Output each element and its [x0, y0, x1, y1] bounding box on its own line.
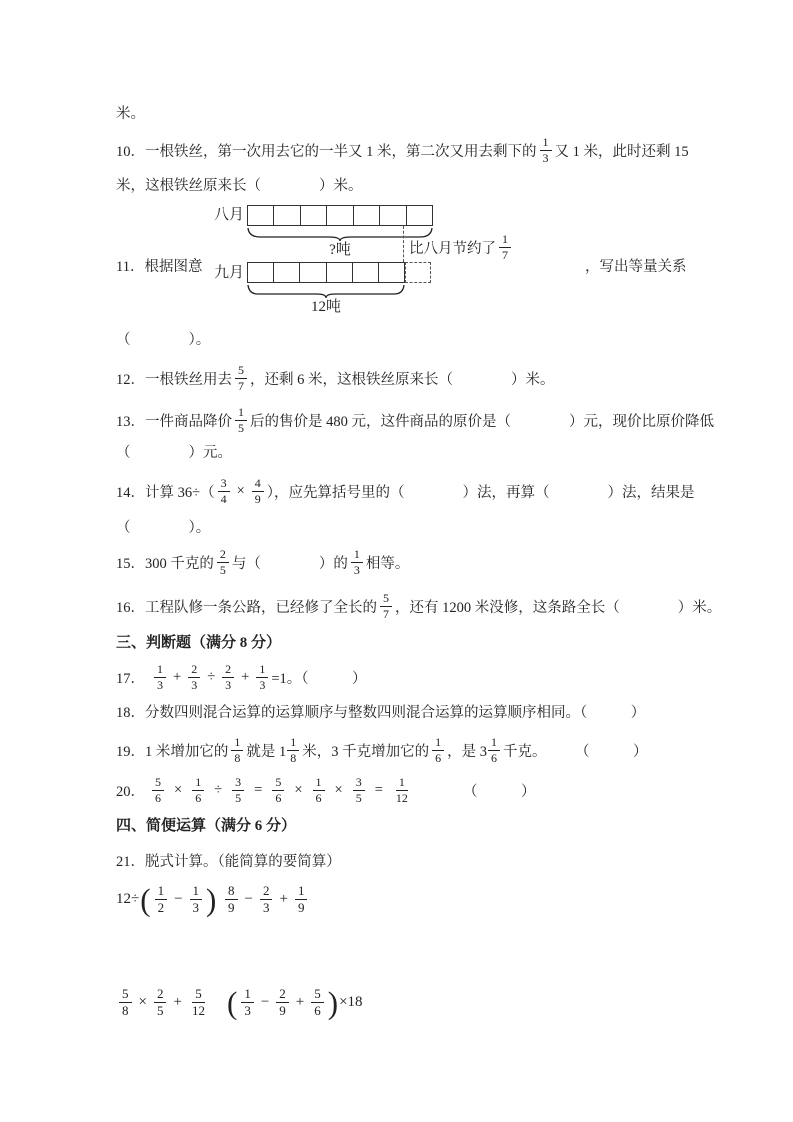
- fraction-denominator: 3: [244, 1003, 251, 1018]
- fraction-denominator: 5: [219, 563, 226, 577]
- fraction-denominator: 4: [220, 492, 227, 506]
- question-10-line-1: [116, 132, 689, 168]
- fraction-denominator: 3: [157, 678, 163, 692]
- minus-operator: −: [174, 890, 183, 907]
- fraction-numerator: 5: [152, 776, 164, 791]
- section-title: 四、简便运算（满分 6 分）: [116, 817, 297, 834]
- question-text: 脱式计算。（能简算的要简算）: [145, 853, 341, 870]
- fraction-denominator: 12: [191, 1003, 205, 1018]
- fraction-denominator: 3: [225, 678, 232, 692]
- fraction: [353, 776, 365, 804]
- fraction: [235, 406, 247, 434]
- fraction-numerator: 5: [311, 987, 324, 1003]
- fraction-numerator: 1: [256, 663, 268, 678]
- fraction-numerator: 5: [235, 364, 247, 379]
- fraction-denominator: 8: [290, 751, 297, 765]
- question-text: 计算 36÷（: [145, 484, 215, 501]
- bar-cell: [327, 263, 353, 282]
- fraction: [313, 776, 325, 804]
- fraction: [232, 776, 244, 804]
- fraction-numerator: 5: [119, 987, 132, 1003]
- carryover-text: 米。: [116, 105, 145, 122]
- plus-operator: +: [173, 668, 182, 685]
- minus-operator: −: [260, 993, 270, 1010]
- fraction-numerator: 1: [313, 776, 325, 791]
- september-underbrace: [247, 285, 405, 299]
- question-text: ，还剩 6 米，这根铁丝原来长（ ）米。: [250, 371, 555, 388]
- fraction-denominator: 6: [314, 1003, 321, 1018]
- fraction: [154, 663, 166, 691]
- fraction: [154, 987, 167, 1017]
- fraction-numerator: 1: [231, 736, 243, 751]
- fraction-numerator: 3: [218, 477, 230, 492]
- section-title: 三、判断题（满分 8 分）: [116, 634, 282, 651]
- fraction-numerator: 1: [295, 884, 308, 900]
- bar-cell: [274, 263, 300, 282]
- question-text: 后的售价是 480 元，这件商品的原价是（ ）元，现价比原价降低: [250, 413, 714, 430]
- fraction: [432, 736, 444, 764]
- fraction-denominator: 2: [157, 900, 165, 915]
- fraction-denominator: 7: [502, 248, 508, 262]
- plus-operator: +: [173, 993, 182, 1010]
- fraction: [380, 592, 392, 620]
- section-3-header: [116, 631, 281, 651]
- question-text: 相等。: [365, 555, 410, 572]
- question-number: 13．: [116, 413, 145, 430]
- fraction-numerator: 1: [190, 884, 203, 900]
- question-number: 11．: [116, 258, 145, 275]
- question-text: ，是 3: [447, 743, 487, 760]
- left-paren: (: [227, 983, 238, 1021]
- fraction-denominator: 7: [383, 607, 389, 621]
- fraction-denominator: 9: [279, 1003, 286, 1018]
- question-text: 300 千克的: [145, 555, 214, 572]
- question-21: [116, 850, 341, 870]
- question-number: 17．: [116, 670, 145, 687]
- september-total-label: 12吨: [310, 299, 341, 315]
- question-number: 19．: [116, 743, 145, 760]
- fraction-numerator: 2: [276, 987, 289, 1003]
- answer-blank: （ ）: [575, 743, 648, 760]
- left-paren: (: [140, 880, 151, 918]
- expression-2: [222, 877, 310, 921]
- fraction: [540, 136, 552, 164]
- fraction-numerator: 2: [217, 548, 229, 563]
- question-text: 就是 1: [246, 743, 287, 760]
- fraction-numerator: 1: [351, 548, 363, 563]
- fraction: [188, 663, 200, 691]
- fraction: [260, 884, 273, 914]
- bar-cell: [354, 206, 380, 225]
- fraction-denominator: 6: [435, 751, 442, 765]
- fraction-denominator: 3: [542, 151, 549, 165]
- question-number: 14．: [116, 484, 145, 501]
- expression-text: 12÷: [116, 890, 140, 907]
- question-11-lead: [116, 255, 202, 275]
- expression-text: ×18: [339, 993, 363, 1010]
- fraction-denominator: 6: [275, 791, 282, 805]
- fraction: [295, 884, 308, 914]
- question-text: =1。（ ）: [271, 670, 367, 687]
- question-16: [116, 588, 721, 624]
- right-paren: ): [206, 880, 217, 918]
- question-text: 分数四则混合运算的运算顺序与整数四则混合运算的运算顺序相同。（ ）: [145, 704, 646, 721]
- fraction-numerator: 1: [155, 884, 168, 900]
- august-bar: [247, 205, 433, 226]
- plus-operator: +: [279, 890, 288, 907]
- bar-cell: [327, 206, 353, 225]
- fraction-numerator: 5: [380, 592, 392, 607]
- fraction-denominator: 9: [228, 900, 235, 915]
- fraction-denominator: 6: [315, 791, 322, 805]
- carryover-line: [116, 102, 145, 122]
- fraction-denominator: 3: [259, 678, 266, 692]
- fraction-numerator: 5: [192, 987, 205, 1003]
- fraction-denominator: 8: [234, 751, 241, 765]
- bar-cell: [300, 263, 326, 282]
- multiply-operator: ×: [138, 993, 147, 1010]
- answer-blank: （ ）。: [116, 331, 211, 348]
- fraction-denominator: 9: [254, 492, 261, 506]
- fraction-numerator: 1: [499, 233, 511, 248]
- fraction-numerator: 1: [432, 736, 444, 751]
- fraction: [192, 776, 204, 804]
- multiply-operator: ×: [334, 781, 343, 798]
- question-text: ，写出等量关系: [585, 258, 687, 275]
- question-text: 米，3 千克增加它的: [302, 743, 430, 760]
- plus-operator: +: [295, 993, 305, 1010]
- bar-cell: [380, 206, 406, 225]
- bar-cell: [407, 206, 432, 225]
- fraction: [241, 987, 254, 1017]
- fraction-numerator: 2: [222, 663, 234, 678]
- expression-1: [116, 877, 217, 921]
- fraction-numerator: 1: [396, 776, 408, 791]
- fraction-numerator: 1: [287, 736, 299, 751]
- fraction: [190, 884, 203, 914]
- question-number: 16．: [116, 599, 145, 616]
- september-bar: [247, 262, 405, 283]
- fraction: [272, 776, 284, 804]
- fraction-denominator: 3: [191, 678, 198, 692]
- answer-blank: （ ）: [463, 783, 536, 800]
- fraction: [222, 663, 234, 691]
- question-text: 1 米增加它的: [145, 743, 229, 760]
- fraction-denominator: 5: [156, 1003, 164, 1018]
- question-text: 一根铁丝，第一次用去它的一半又 1 米，第二次又用去剩下的: [145, 143, 537, 160]
- fraction-numerator: 2: [154, 987, 167, 1003]
- fraction-denominator: 7: [238, 379, 244, 393]
- fraction-denominator: 12: [395, 791, 408, 805]
- fraction: [225, 884, 238, 914]
- fraction: [231, 736, 243, 764]
- september-label: 九月: [213, 265, 244, 281]
- question-12: [116, 360, 555, 396]
- fraction-numerator: 1: [540, 136, 552, 151]
- question-19: [116, 732, 547, 768]
- fraction: [276, 987, 289, 1017]
- question-text: 工程队修一条公路，已经修了全长的: [145, 599, 377, 616]
- fraction: [351, 548, 363, 576]
- question-20: [116, 772, 414, 808]
- question-14-line-2: [116, 516, 210, 536]
- fraction: [393, 776, 411, 804]
- fraction: [287, 736, 299, 764]
- minus-operator: −: [244, 890, 253, 907]
- question-18: [116, 701, 645, 721]
- question-text: 根据图意: [144, 258, 203, 275]
- fraction-denominator: 6: [155, 791, 161, 805]
- question-number: 18．: [116, 704, 145, 721]
- question-number: 21．: [116, 853, 145, 870]
- fraction: [256, 663, 268, 691]
- fraction-denominator: 6: [491, 751, 497, 765]
- plus-operator: +: [241, 668, 250, 685]
- multiply-operator: ×: [294, 781, 303, 798]
- august-underbrace: [247, 228, 433, 242]
- fraction-numerator: 2: [188, 663, 200, 678]
- fraction-numerator: 1: [192, 776, 204, 791]
- question-number: 20．: [116, 783, 145, 800]
- fraction-denominator: 9: [297, 900, 305, 915]
- fraction: [499, 233, 511, 261]
- fraction-numerator: 1: [241, 987, 254, 1003]
- answer-blank: （ ）元。: [116, 444, 232, 461]
- bar-cell: [274, 206, 300, 225]
- question-20-judge-blank: [463, 780, 536, 800]
- question-text: 一件商品降价: [145, 413, 232, 430]
- section-4-header: [116, 814, 296, 834]
- question-number: 10．: [116, 143, 145, 160]
- fraction-numerator: 1: [488, 736, 500, 751]
- bar-cell: [353, 263, 379, 282]
- fraction: [155, 884, 168, 914]
- question-text: 米，这根铁丝原来长（ ）米。: [116, 177, 363, 194]
- fraction: [252, 477, 264, 505]
- question-19-judge-blank: [575, 740, 648, 760]
- fraction-denominator: 8: [122, 1003, 129, 1018]
- fraction: [311, 987, 324, 1017]
- question-text: 千克。: [503, 743, 547, 760]
- question-14-line-1: [116, 473, 695, 509]
- fraction: [235, 364, 247, 392]
- fraction-numerator: 3: [353, 776, 365, 791]
- question-text: ，还有 1200 米没修，这条路全长（ ）米。: [395, 599, 722, 616]
- question-text: ），应先算括号里的（ ）法，再算（ ）法，结果是: [266, 484, 695, 501]
- question-11-tail: [585, 255, 687, 275]
- question-text: 又 1 米，此时还剩 15: [554, 143, 689, 160]
- fraction: [152, 776, 164, 804]
- saving-note: [409, 229, 514, 265]
- fraction: [119, 987, 132, 1017]
- question-text: 一根铁丝用去: [145, 371, 232, 388]
- bar-cell: [248, 206, 274, 225]
- bar-cell: [379, 263, 404, 282]
- fraction-denominator: 3: [353, 563, 360, 577]
- fraction: [218, 477, 230, 505]
- equals-sign: =: [374, 781, 383, 798]
- bar-cell: [248, 263, 274, 282]
- question-17: [116, 659, 367, 695]
- divide-operator: ÷: [207, 668, 216, 685]
- dashed-connector-line: [403, 226, 404, 262]
- fraction-numerator: 2: [260, 884, 273, 900]
- fraction-numerator: 8: [225, 884, 238, 900]
- august-total-label: ?吨: [329, 242, 351, 258]
- fraction: [488, 736, 500, 764]
- fraction: [217, 548, 229, 576]
- fraction-denominator: 5: [235, 791, 242, 805]
- fraction-denominator: 3: [192, 900, 200, 915]
- fraction-numerator: 3: [232, 776, 244, 791]
- question-15: [116, 544, 409, 580]
- august-label: 八月: [213, 207, 244, 223]
- question-number: 12．: [116, 371, 145, 388]
- fraction-numerator: 5: [272, 776, 284, 791]
- fraction-numerator: 4: [252, 477, 264, 492]
- saving-note-text: 比八月节约了: [409, 240, 496, 257]
- divide-operator: ÷: [214, 781, 223, 798]
- dashed-extension-cell: [405, 262, 431, 283]
- question-text: 与（ ）的: [231, 555, 348, 572]
- multiply-operator: ×: [174, 781, 183, 798]
- equals-sign: =: [254, 781, 263, 798]
- expression-4: [226, 980, 363, 1024]
- question-11-answer-blank: [116, 328, 210, 348]
- fraction-denominator: 5: [355, 791, 362, 805]
- question-13-line-1: [116, 402, 714, 438]
- question-13-line-2: [116, 441, 232, 461]
- fraction-denominator: 3: [262, 900, 270, 915]
- right-paren: ): [327, 983, 339, 1021]
- fraction-numerator: 1: [235, 406, 247, 421]
- fraction-numerator: 1: [154, 663, 166, 678]
- expression-3: [116, 980, 211, 1024]
- fraction-denominator: 6: [195, 791, 202, 805]
- fraction: [189, 987, 208, 1017]
- multiply-operator: ×: [236, 482, 245, 499]
- answer-blank: （ ）。: [116, 519, 211, 536]
- question-10-line-2: [116, 174, 363, 194]
- fraction-denominator: 5: [238, 421, 244, 435]
- question-number: 15．: [116, 555, 145, 572]
- bar-cell: [301, 206, 327, 225]
